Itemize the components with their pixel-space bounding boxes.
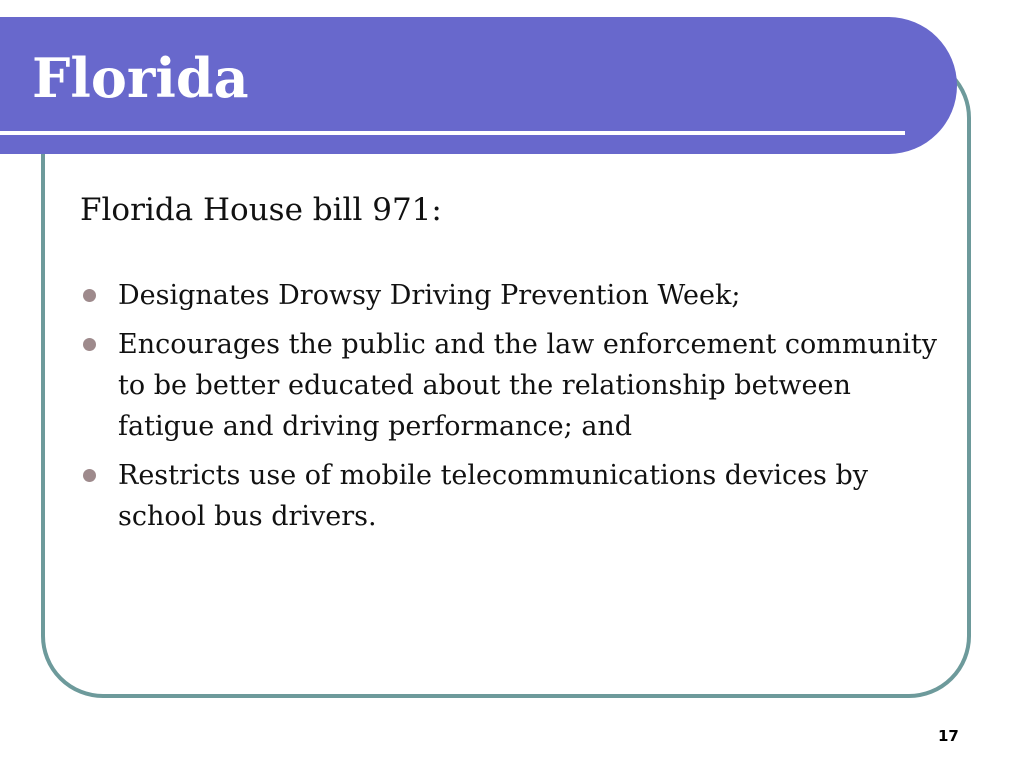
slide-body	[80, 187, 955, 545]
intro-text: Florida House bill 971:	[80, 192, 442, 228]
bullet-icon	[83, 469, 96, 482]
bullet-item	[80, 275, 955, 316]
bullet-text: Encourages the public and the law enforcement community to be better educated about the relationship between fatigue and driving performance; and	[118, 329, 938, 442]
bullet-item	[80, 455, 955, 537]
title-bar	[0, 17, 957, 154]
page-number: 17	[938, 727, 959, 745]
title-underline	[0, 131, 905, 135]
slide-title: Florida	[32, 46, 249, 110]
bullet-list	[80, 275, 955, 537]
bullet-text: Designates Drowsy Driving Prevention Week;	[118, 280, 741, 311]
bullet-icon	[83, 338, 96, 351]
bullet-item	[80, 324, 955, 447]
bullet-text: Restricts use of mobile telecommunications devices by school bus drivers.	[118, 460, 869, 532]
bullet-icon	[83, 289, 96, 302]
